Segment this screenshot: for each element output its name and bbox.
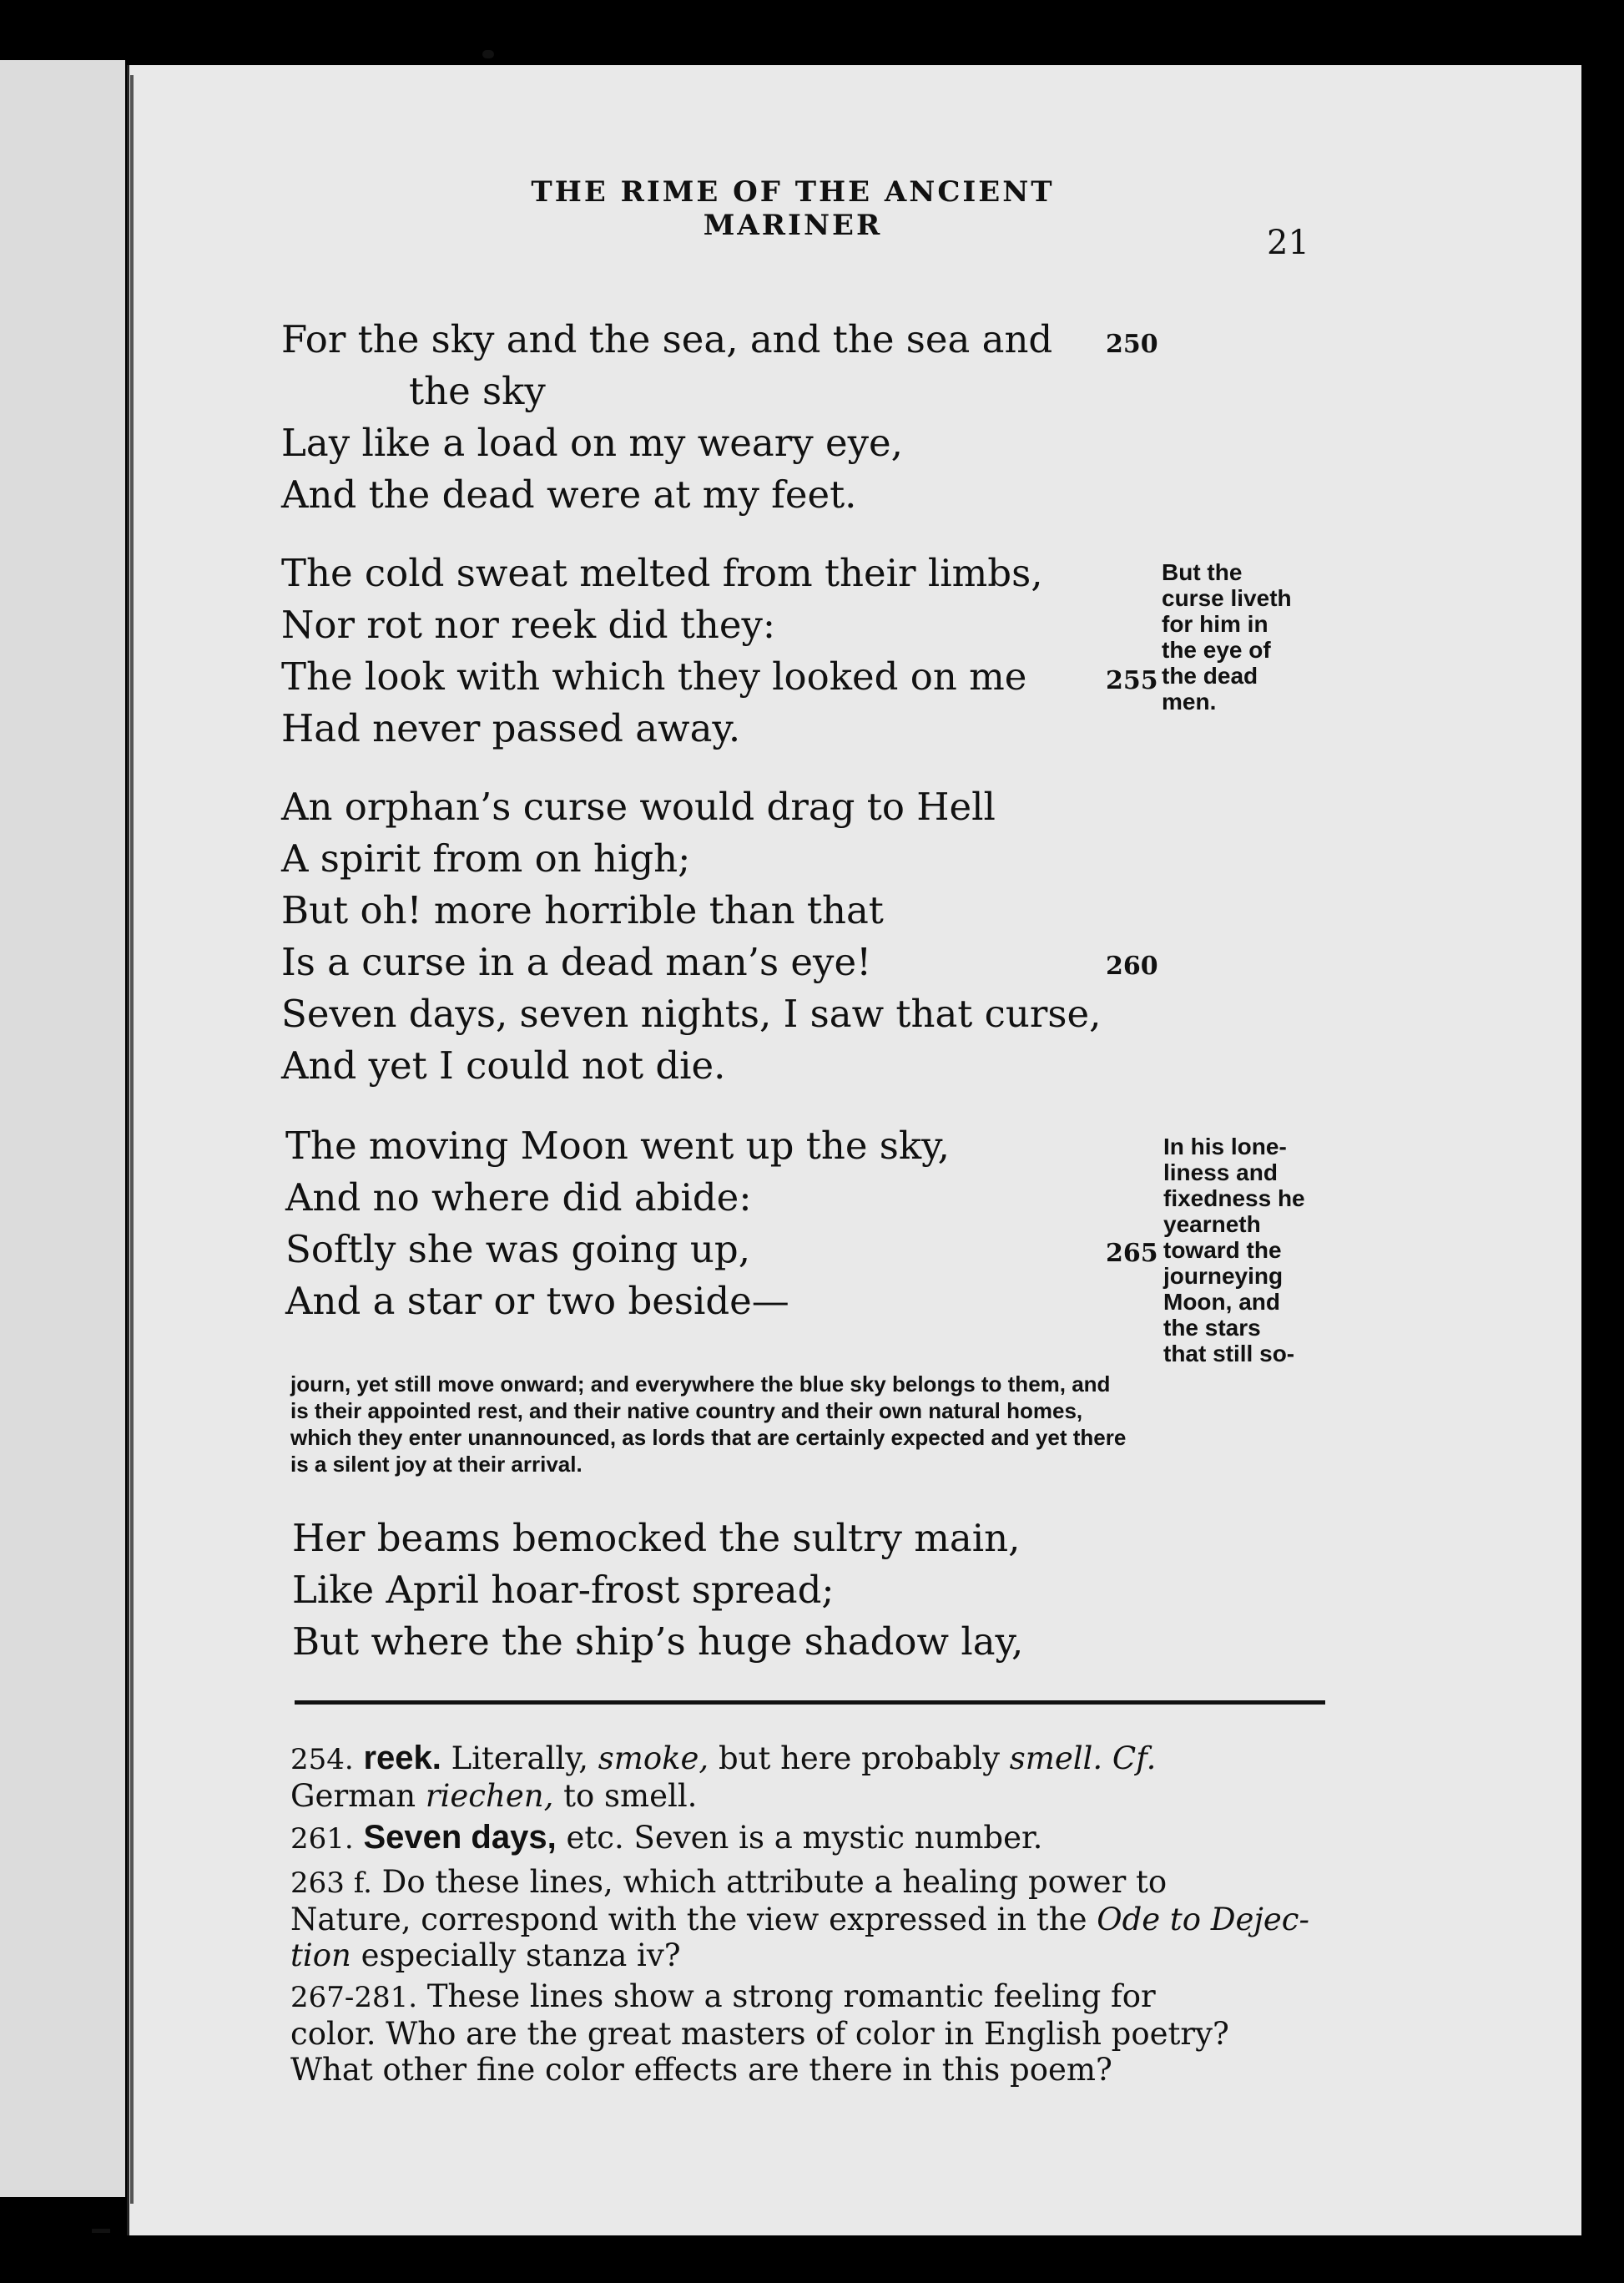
line-number: 260 <box>1106 952 1158 981</box>
verse-line: For the sky and the sea, and the sea and <box>281 317 1053 361</box>
verse-line: A spirit from on high; <box>281 836 691 881</box>
marginal-gloss-line: yearneth <box>1163 1211 1261 1237</box>
running-head: THE RIME OF THE ANCIENT MARINER <box>531 175 1055 242</box>
marginal-gloss-line: toward the <box>1163 1237 1282 1263</box>
note-italic: riechen, <box>425 1778 554 1814</box>
note-number: 267-281. <box>290 1981 418 2014</box>
note-keyword: Seven days, <box>363 1819 557 1856</box>
scan-speck <box>92 2229 110 2233</box>
marginal-gloss-line: Moon, and <box>1163 1289 1280 1315</box>
note-text: especially stanza iv? <box>351 1937 681 1973</box>
marginal-gloss-line: men. <box>1162 689 1217 715</box>
scan-speck <box>482 50 494 58</box>
note-italic: tion <box>290 1937 351 1973</box>
note-text: Nature, correspond with the view expressed in the <box>290 1902 1097 1937</box>
verse-line: And a star or two beside— <box>285 1279 789 1323</box>
verse-line: the sky <box>409 369 546 413</box>
verse-line: Nor rot nor reek did they: <box>281 603 776 647</box>
note-italic: Ode to Dejec- <box>1097 1902 1309 1937</box>
marginal-gloss-line: fixedness he <box>1163 1185 1305 1211</box>
note-text: What other fine color effects are there in this poem? <box>290 2052 1112 2088</box>
gloss-continuation-line: journ, yet still move onward; and everywhere the blue sky belongs to them, and <box>290 1371 1111 1397</box>
line-number: 265 <box>1106 1239 1158 1268</box>
footnote <box>290 1864 1325 1973</box>
verse-line: But oh! more horrible than that <box>281 888 884 932</box>
verse-line: Had never passed away. <box>281 706 741 750</box>
verse-line: The cold sweat melted from their limbs, <box>281 551 1043 595</box>
verse-line: Lay like a load on my weary eye, <box>281 421 903 465</box>
verse-line: Her beams bemocked the sultry main, <box>292 1516 1021 1560</box>
marginal-gloss-line: liness and <box>1163 1159 1278 1185</box>
gloss-continuation-line: is a silent joy at their arrival. <box>290 1452 583 1477</box>
note-italic: smoke, <box>598 1740 709 1776</box>
marginal-gloss-line: the eye of <box>1162 637 1271 663</box>
verse-line: Seven days, seven nights, I saw that curse, <box>281 992 1102 1036</box>
gloss-continuation-line: is their appointed rest, and their native country and their own natural homes, <box>290 1398 1083 1423</box>
note-text: Do these lines, which attribute a healing power to <box>371 1864 1168 1900</box>
verse-line: The moving Moon went up the sky, <box>285 1124 950 1168</box>
marginal-gloss-line: In his lone- <box>1163 1134 1287 1159</box>
verse-line: Softly she was going up, <box>285 1227 751 1271</box>
note-text: etc. Seven is a mystic number. <box>556 1820 1043 1856</box>
verse-line: And the dead were at my feet. <box>281 472 857 517</box>
note-text <box>1102 1740 1112 1776</box>
note-number: 254. <box>290 1743 354 1776</box>
verse-line: And no where did abide: <box>285 1175 752 1220</box>
marginal-gloss-line: that still so- <box>1163 1341 1295 1366</box>
marginal-gloss-line: But the <box>1162 559 1243 585</box>
page-gutter <box>130 75 134 2204</box>
note-text: These lines show a strong romantic feeling for <box>417 1978 1156 2014</box>
line-number: 255 <box>1106 666 1158 695</box>
note-text: color. Who are the great masters of color in English poetry? <box>290 2016 1229 2052</box>
note-keyword: reek. <box>363 1740 441 1776</box>
footnote <box>290 1820 1325 1857</box>
note-text: to smell. <box>553 1778 698 1814</box>
marginal-gloss-line: the stars <box>1163 1315 1261 1341</box>
verse-line: But where the ship’s huge shadow lay, <box>292 1619 1024 1664</box>
verse-line: And yet I could not die. <box>281 1043 726 1088</box>
note-italic: Cf. <box>1112 1740 1157 1776</box>
note-text: but here probably <box>709 1740 1010 1776</box>
marginal-gloss-line: journeying <box>1163 1263 1284 1289</box>
footnote <box>290 1740 1325 1814</box>
gloss-continuation-line: which they enter unannounced, as lords that are certainly expected and yet there <box>290 1425 1127 1450</box>
note-italic: smell. <box>1009 1740 1103 1776</box>
note-text: Literally, <box>441 1740 598 1776</box>
line-number: 250 <box>1106 330 1158 359</box>
verse-line: Is a curse in a dead man’s eye! <box>281 940 872 984</box>
verse-line: The look with which they looked on me <box>281 654 1027 699</box>
marginal-gloss-line: for him in <box>1162 611 1268 637</box>
marginal-gloss-line: curse liveth <box>1162 585 1292 611</box>
note-text: German <box>290 1778 426 1814</box>
footnote <box>290 1978 1325 2088</box>
facing-page-edge <box>0 60 125 2197</box>
verse-line: An orphan’s curse would drag to Hell <box>281 785 996 829</box>
footnote-rule <box>295 1700 1325 1705</box>
marginal-gloss-line: the dead <box>1162 663 1258 689</box>
note-number: 263 f. <box>290 1866 372 1900</box>
page-number: 21 <box>1267 224 1309 262</box>
verse-line: Like April hoar-frost spread; <box>292 1568 835 1612</box>
note-number: 261. <box>290 1822 354 1856</box>
